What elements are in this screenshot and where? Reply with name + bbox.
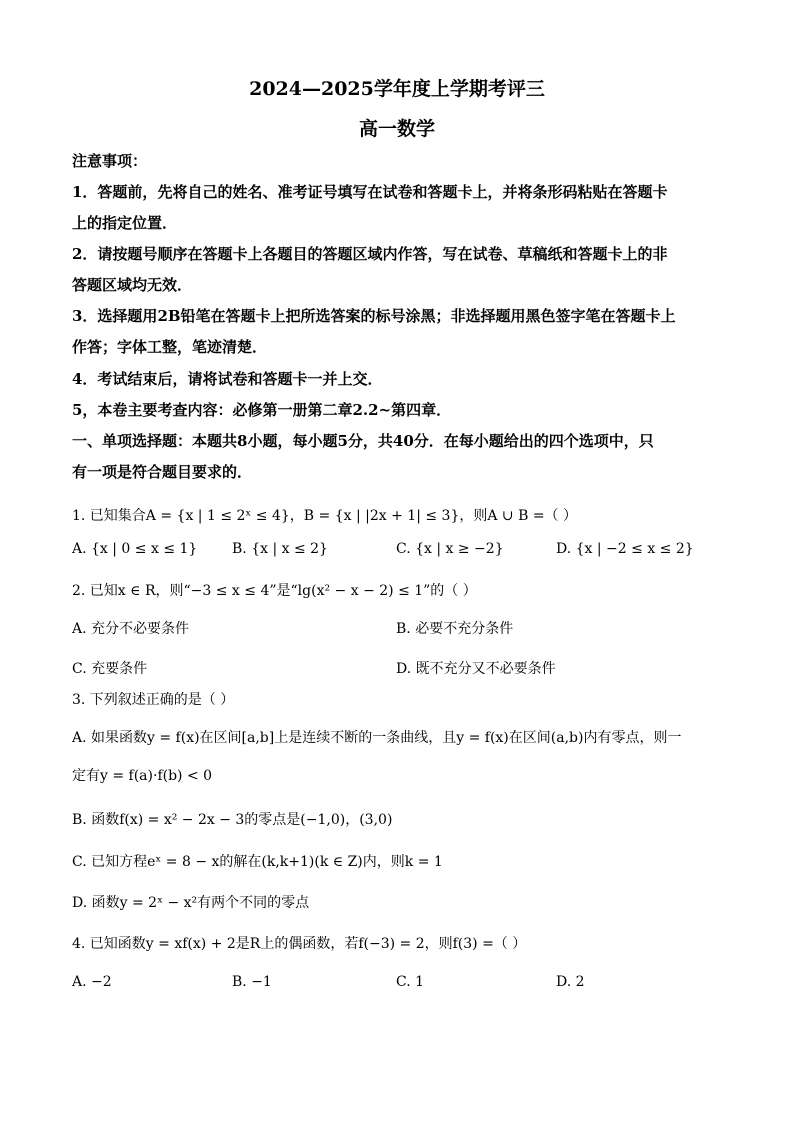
notice-item-4: 4．考试结束后，请将试卷和答题卡一并上交． (72, 370, 383, 388)
q4-option-d: D. 2 (556, 974, 585, 990)
notice-item-3-line1: 3．选择题用2B铅笔在答题卡上把所选答案的标号涂黑；非选择题用黑色签字笔在答题卡上 (72, 307, 676, 325)
q4-option-b: B. −1 (232, 974, 272, 990)
exam-subject: 高一数学 (358, 118, 435, 140)
q2-option-a: A. 充分不必要条件 (72, 621, 190, 637)
notice-item-1-line1: 1．答题前，先将自己的姓名、准考证号填写在试卷和答题卡上，并将条形码粘贴在答题卡 (72, 183, 668, 201)
notice-item-2-line2: 答题区域均无效． (72, 276, 193, 294)
q1-option-c: C. {x | x ≥ −2} (396, 541, 504, 557)
q2-option-c: C. 充要条件 (72, 661, 148, 677)
exam-title: 2024—2025学年度上学期考评三 (249, 78, 545, 100)
q1-stem: 1. 已知集合A = {x | 1 ≤ 2ˣ ≤ 4}，B = {x | |2x + 1| ≤ 3}，则A ∪ B =（ ） (72, 508, 578, 524)
q3-option-a-line1: A. 如果函数y = f(x)在区间[a,b]上是连续不断的一条曲线，且y = f(x)在区间(a,b)内有零点，则一 (72, 730, 682, 746)
q3-stem: 3. 下列叙述正确的是（ ） (72, 692, 235, 708)
notice-heading: 注意事项： (72, 152, 148, 170)
q4-option-a: A. −2 (72, 974, 112, 990)
q3-option-a-line2: 定有y = f(a)·f(b) < 0 (72, 768, 213, 784)
q1-option-d: D. {x | −2 ≤ x ≤ 2} (556, 541, 694, 557)
q3-option-b: B. 函数f(x) = x² − 2x − 3的零点是(−1,0)，(3,0) (72, 812, 393, 828)
q3-option-c: C. 已知方程eˣ = 8 − x的解在(k,k+1)(k ∈ Z)内，则k = 1 (72, 854, 443, 870)
q1-option-a: A. {x | 0 ≤ x ≤ 1} (72, 541, 198, 557)
notice-item-3-line2: 作答；字体工整，笔迹清楚． (72, 338, 268, 356)
q1-option-b: B. {x | x ≤ 2} (232, 541, 328, 557)
q2-option-b: B. 必要不充分条件 (396, 621, 514, 637)
section-heading-line1: 一、单项选择题：本题共8小题，每小题5分，共40分．在每小题给出的四个选项中，只 (72, 432, 654, 450)
q4-stem: 4. 已知函数y = xf(x) + 2是R上的偶函数，若f(−3) = 2，则f(3) =（ ） (72, 936, 527, 952)
q2-stem: 2. 已知x ∈ R，则“−3 ≤ x ≤ 4”是“lg(x² − x − 2) ≤ 1”的（ ） (72, 583, 477, 599)
section-heading-line2: 有一项是符合题目要求的． (72, 463, 253, 481)
q2-option-d: D. 既不充分又不必要条件 (396, 661, 556, 677)
notice-item-2-line1: 2．请按题号顺序在答题卡上各题目的答题区域内作答，写在试卷、草稿纸和答题卡上的非 (72, 245, 668, 263)
notice-item-1-line2: 上的指定位置． (72, 214, 178, 232)
q4-option-c: C. 1 (396, 974, 425, 990)
q3-option-d: D. 函数y = 2ˣ − x²有两个不同的零点 (72, 895, 310, 911)
notice-item-5: 5，本卷主要考查内容：必修第一册第二章2.2~第四章． (72, 401, 452, 419)
